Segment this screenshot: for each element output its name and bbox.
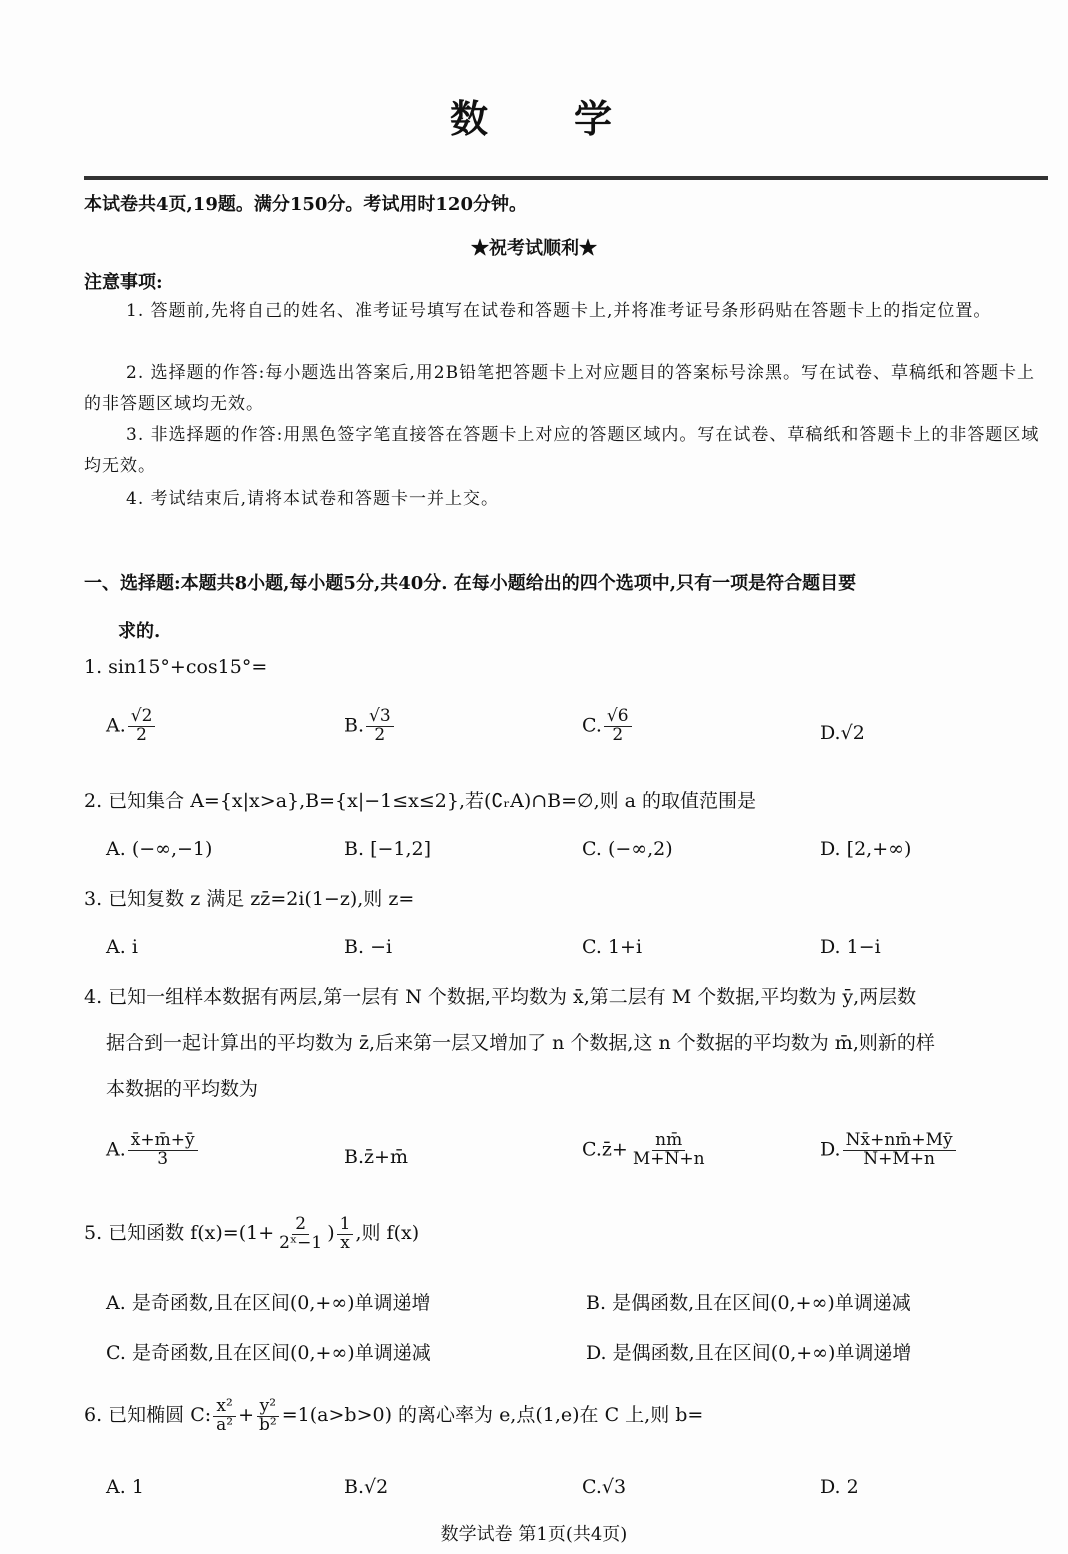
stem-text: 6. 已知椭圆 C: bbox=[84, 1404, 212, 1426]
section-heading-line2: 求的. bbox=[118, 621, 161, 642]
option-label: C. bbox=[582, 1138, 602, 1161]
option-label: B. bbox=[344, 936, 365, 958]
question-4-line1: 4. 已知一组样本数据有两层,第一层有 N 个数据,平均数为 x̄,第二层有 M 个数据,平均数为 ȳ,两层数 bbox=[84, 986, 917, 1008]
question-6-stem bbox=[84, 1392, 1050, 1438]
option-text: (−∞,−1) bbox=[131, 838, 213, 860]
numerator: √6 bbox=[604, 708, 632, 727]
option-label: C. bbox=[582, 838, 602, 860]
denominator: 2 bbox=[374, 724, 386, 745]
option-label: B. bbox=[344, 1146, 365, 1168]
numerator: 1 bbox=[337, 1216, 354, 1235]
fraction bbox=[256, 1395, 280, 1435]
stem-text: ) bbox=[327, 1222, 335, 1244]
q6-option-b bbox=[344, 1476, 388, 1498]
notice-item-1: 1. 答题前,先将自己的姓名、准考证号填写在试卷和答题卡上,并将准考证号条形码贴在答题卡上的指定位置。 bbox=[126, 301, 992, 321]
numerator: x² bbox=[213, 1398, 235, 1417]
option-label: B. bbox=[586, 1292, 607, 1314]
q4-option-a bbox=[106, 1132, 200, 1169]
notice-item-2: 2. 选择题的作答:每小题选出答案后,用2B铅笔把答题卡上对应题目的答案标号涂黑。写在试卷、草稿纸和答题卡上的非答题区域均无效。 bbox=[84, 363, 1036, 414]
option-text: z̄+m̄ bbox=[364, 1146, 408, 1168]
denominator: 2 bbox=[612, 724, 624, 745]
q2-option-b bbox=[344, 838, 431, 860]
q5-option-d bbox=[586, 1338, 911, 1365]
option-label: D. bbox=[820, 722, 841, 744]
notice-item-4: 4. 考试结束后,请将本试卷和答题卡一并上交。 bbox=[126, 489, 500, 509]
q6-option-d bbox=[820, 1476, 859, 1498]
stem-text: + bbox=[238, 1404, 255, 1426]
section-heading-line1: 一、选择题:本题共8小题,每小题5分,共40分. 在每小题给出的四个选项中,只有一项是符合题目要 bbox=[84, 573, 857, 594]
numerator: Nx̄+nm̄+Mȳ bbox=[843, 1132, 956, 1151]
option-label: C. bbox=[106, 1342, 126, 1364]
numerator: 2 bbox=[292, 1216, 309, 1235]
option-text: √3 bbox=[601, 1476, 627, 1498]
option-label: A. bbox=[106, 936, 126, 958]
option-label: C. bbox=[582, 1476, 602, 1498]
question-3-stem: 3. 已知复数 z 满足 zz̄=2i(1−z),则 z= bbox=[84, 888, 415, 910]
option-text: √2 bbox=[840, 722, 865, 744]
question-4-line2: 据合到一起计算出的平均数为 z̄,后来第一层又增加了 n 个数据,这 n 个数据的平均数为 m̄,则新的样 bbox=[106, 1032, 935, 1054]
fraction bbox=[213, 1395, 236, 1435]
notice-item-3: 3. 非选择题的作答:用黑色签字笔直接答在答题卡上对应的答题区域内。写在试卷、草稿纸和答题卡上的非答题区域均无效。 bbox=[84, 425, 1040, 476]
option-text: [2,+∞) bbox=[846, 838, 912, 860]
question-2-stem: 2. 已知集合 A={x|x>a},B={x|−1≤x≤2},若(∁ᵣA)∩B=∅,则 a 的取值范围是 bbox=[84, 790, 757, 812]
page-footer: 数学试卷 第1页(共4页) bbox=[440, 1524, 628, 1545]
option-label: D. bbox=[820, 1138, 841, 1161]
q1-option-d bbox=[820, 722, 865, 744]
title-char-2: 学 bbox=[574, 96, 619, 141]
q3-option-a bbox=[106, 936, 138, 958]
numerator: y² bbox=[257, 1398, 279, 1417]
stem-text: ,则 f(x) bbox=[355, 1222, 420, 1244]
denominator: 2ˣ−1 bbox=[279, 1232, 323, 1253]
q6-option-a bbox=[106, 1476, 144, 1498]
option-label: D. bbox=[586, 1342, 607, 1364]
option-label: D. bbox=[820, 838, 841, 860]
option-label: A. bbox=[106, 838, 126, 860]
option-label: B. bbox=[344, 714, 365, 737]
q4-option-b bbox=[344, 1146, 408, 1168]
denominator: a² bbox=[216, 1414, 234, 1435]
option-label: D. bbox=[820, 936, 841, 958]
option-label: D. bbox=[820, 1476, 841, 1498]
title-rule bbox=[84, 176, 1048, 180]
option-text: [−1,2] bbox=[370, 838, 432, 860]
q4-option-d bbox=[820, 1132, 958, 1169]
fraction bbox=[276, 1213, 325, 1253]
q5-option-c bbox=[106, 1338, 431, 1365]
option-label: C. bbox=[582, 936, 602, 958]
fraction bbox=[843, 1132, 956, 1169]
option-text: 是偶函数,且在区间(0,+∞)单调递增 bbox=[612, 1342, 912, 1364]
numerator: √3 bbox=[366, 708, 394, 727]
denominator: b² bbox=[259, 1414, 277, 1435]
fraction bbox=[630, 1132, 708, 1169]
q1-option-c bbox=[582, 708, 634, 745]
option-text: 是偶函数,且在区间(0,+∞)单调递减 bbox=[612, 1292, 911, 1314]
option-text: −i bbox=[370, 936, 393, 958]
option-label: B. bbox=[344, 838, 365, 860]
fraction bbox=[337, 1213, 354, 1253]
q3-option-c bbox=[582, 936, 642, 958]
option-label: A. bbox=[106, 1292, 126, 1314]
option-text: (−∞,2) bbox=[607, 838, 673, 860]
option-label: B. bbox=[344, 1476, 365, 1498]
stem-text: 5. 已知函数 f(x)=(1+ bbox=[84, 1222, 275, 1244]
q6-option-c bbox=[582, 1476, 626, 1498]
section-heading bbox=[84, 560, 1050, 656]
q3-option-d bbox=[820, 936, 881, 958]
option-text: i bbox=[131, 936, 138, 958]
q2-option-a bbox=[106, 838, 212, 860]
question-5-stem bbox=[84, 1210, 1050, 1256]
fraction bbox=[604, 708, 632, 745]
question-4-line3: 本数据的平均数为 bbox=[106, 1078, 259, 1100]
denominator: 2 bbox=[136, 724, 147, 745]
q1-option-b bbox=[344, 708, 396, 745]
option-label: C. bbox=[582, 714, 602, 737]
option-text: 1+i bbox=[607, 936, 643, 958]
q4-option-c bbox=[582, 1132, 710, 1169]
fraction bbox=[128, 708, 156, 745]
denominator: 3 bbox=[157, 1148, 169, 1169]
page-title bbox=[0, 88, 1068, 143]
numerator: x̄+m̄+ȳ bbox=[128, 1132, 198, 1151]
option-text: 1−i bbox=[846, 936, 881, 958]
q3-option-b bbox=[344, 936, 392, 958]
numerator: nm̄ bbox=[652, 1132, 685, 1151]
notice-heading: 注意事项: bbox=[84, 272, 163, 293]
q2-option-c bbox=[582, 838, 673, 860]
option-text: 1 bbox=[131, 1476, 144, 1498]
option-label: A. bbox=[106, 1138, 126, 1161]
option-text: 2 bbox=[846, 1476, 859, 1498]
option-label: A. bbox=[106, 1476, 126, 1498]
q2-option-d bbox=[820, 838, 911, 860]
exam-intro: 本试卷共4页,19题。满分150分。考试用时120分钟。 bbox=[84, 194, 527, 215]
denominator: N+M+n bbox=[863, 1148, 935, 1169]
q5-option-b bbox=[586, 1288, 911, 1315]
fraction bbox=[128, 1132, 198, 1169]
option-prefix: z̄+ bbox=[601, 1138, 628, 1161]
option-label: A. bbox=[106, 714, 126, 737]
option-text: 是奇函数,且在区间(0,+∞)单调递减 bbox=[131, 1342, 431, 1364]
stem-text: =1(a>b>0) 的离心率为 e,点(1,e)在 C 上,则 b= bbox=[281, 1404, 704, 1426]
good-luck-line: ★祝考试顺利★ bbox=[471, 238, 597, 259]
q1-option-a bbox=[106, 708, 157, 745]
fraction bbox=[366, 708, 394, 745]
question-1-stem: 1. sin15°+cos15°= bbox=[84, 656, 268, 678]
numerator: √2 bbox=[128, 708, 156, 727]
denominator: x bbox=[340, 1232, 350, 1253]
denominator: M+N+n bbox=[632, 1148, 705, 1169]
option-text: 是奇函数,且在区间(0,+∞)单调递增 bbox=[131, 1292, 431, 1314]
option-text: √2 bbox=[364, 1476, 389, 1498]
question-4-stem bbox=[84, 974, 1050, 1112]
title-char-1: 数 bbox=[449, 96, 494, 141]
q5-option-a bbox=[106, 1288, 431, 1315]
